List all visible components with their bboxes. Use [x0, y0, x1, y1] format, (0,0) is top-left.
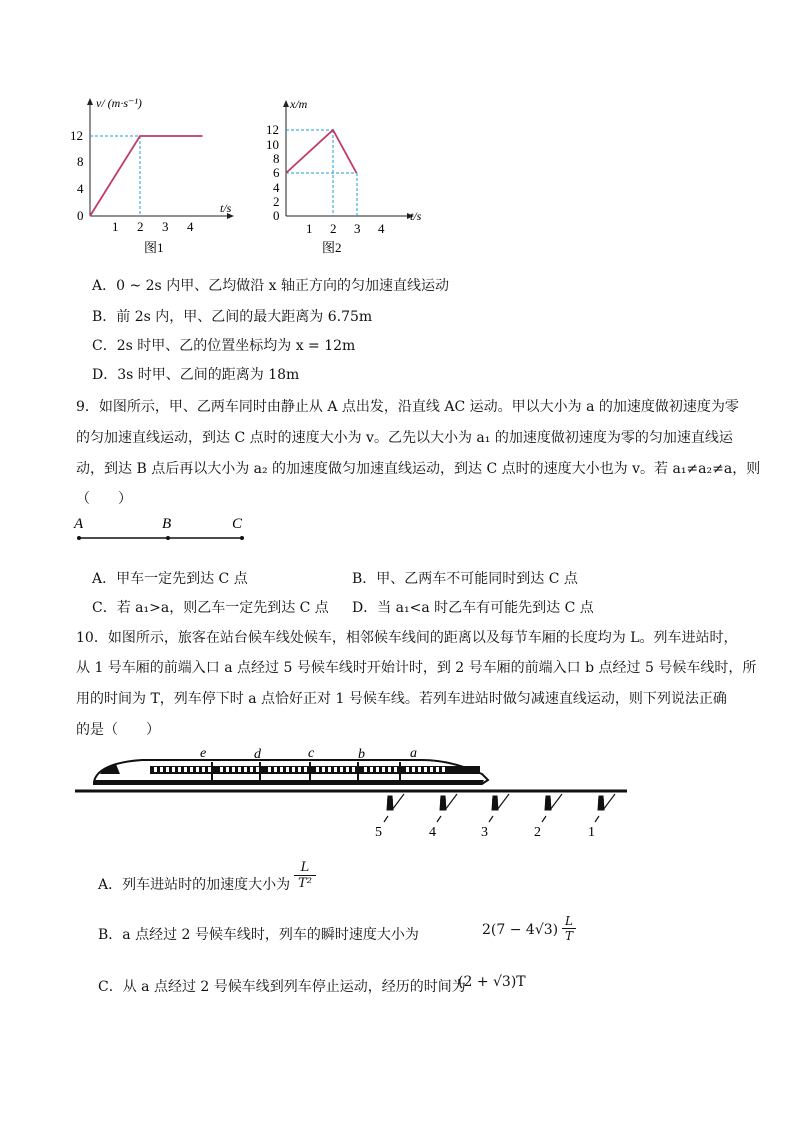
graph-1-xtick: 1	[112, 219, 119, 234]
q9-option-b: B．甲、乙两车不可能同时到达 C 点	[352, 571, 578, 587]
q9-stem-line-2: 的匀加速直线运动，到达 C 点时的速度大小为 v。乙先以大小为 a₁ 的加速度做初速度为零的匀加速直线运	[76, 430, 733, 446]
q9-stem-line-4: （ ）	[76, 491, 132, 507]
graph-2-y-label: x/m	[290, 97, 308, 111]
line-number-2: 2	[534, 825, 541, 840]
q10-stem-line-3: 用的时间为 T，列车停下时 a 点恰好正对 1 号候车线。若列车进站时做匀减速直线运动，则下列说法正确	[76, 691, 727, 707]
car-label-a: a	[410, 746, 417, 761]
q8-option-b: B．前 2s 内，甲、乙间的最大距离为 6.75m	[92, 309, 373, 325]
fraction-denominator: T	[564, 929, 573, 943]
graph-1-y-label: v/ (m·s⁻¹)	[96, 96, 142, 110]
car-label-c: c	[308, 746, 315, 761]
graph-1-ytick: 4	[77, 181, 84, 196]
graph-2-caption: 图2	[322, 240, 342, 255]
graph-2-ytick: 2	[273, 194, 280, 209]
graph-2-xtick: 1	[306, 221, 313, 236]
graph-2-xtick: 2	[330, 221, 337, 236]
q10-stem-line-2: 从 1 号车厢的前端入口 a 点经过 5 号候车线时开始计时，到 2 号车厢的前端入口 b 点经过 5 号候车线时，所	[76, 660, 757, 676]
graph-2-ytick: 6	[273, 165, 280, 180]
graph-1	[60, 90, 260, 260]
q9-option-a: A．甲车一定先到达 C 点	[92, 571, 248, 587]
q8-option-a: A．0 ~ 2s 内甲、乙均做沿 x 轴正方向的匀加速直线运动	[92, 278, 449, 294]
graph-1-caption: 图1	[144, 240, 164, 255]
line-number-3: 3	[481, 825, 488, 840]
q9-stem-line-3: 动，到达 B 点后再以大小为 a₂ 的加速度做匀加速直线运动，到达 C 点时的速度大小也为 v。若 a₁≠a₂≠a，则	[76, 461, 761, 477]
q9-point-a: A	[74, 516, 84, 532]
line-number-1: 1	[588, 825, 595, 840]
q10-option-b-expression: 2(7 − 4√3)	[482, 922, 559, 938]
graph-1-ytick: 0	[77, 208, 84, 223]
graph-1-xtick: 4	[187, 219, 194, 234]
graph-2-x-label: t/s	[410, 209, 422, 223]
q10-option-b-fraction	[562, 914, 576, 943]
train-icon	[94, 760, 488, 784]
graph-1-xtick: 2	[137, 219, 144, 234]
q8-option-c: C．2s 时甲、乙的位置坐标均为 x = 12m	[92, 338, 356, 354]
q10-option-b-text: B．a 点经过 2 号候车线时，列车的瞬时速度大小为	[98, 927, 419, 943]
line-number-5: 5	[375, 825, 382, 840]
graph-2-ytick: 0	[273, 208, 280, 223]
graph-1-velocity-line	[90, 136, 203, 216]
line-number-4: 4	[429, 825, 436, 840]
q9-diagram	[70, 512, 260, 548]
q10-option-c-text: C．从 a 点经过 2 号候车线到列车停止运动，经历的时间为	[98, 979, 466, 995]
graph-2-ytick: 10	[266, 137, 279, 152]
fraction-numerator: L	[294, 860, 316, 876]
graph-2	[260, 96, 440, 261]
q10-train-diagram	[72, 744, 632, 844]
q9-point-b: B	[162, 516, 172, 532]
fraction-numerator: L	[562, 914, 576, 929]
car-label-d: d	[254, 747, 261, 762]
graph-2-ytick: 8	[273, 151, 280, 166]
graph-1-ytick: 12	[70, 128, 83, 143]
q8-option-d: D．3s 时甲、乙间的距离为 18m	[92, 367, 300, 383]
graph-1-x-label: t/s	[220, 201, 232, 215]
graph-1-xtick: 3	[162, 219, 169, 234]
q9-option-c: C．若 a₁>a，则乙车一定先到达 C 点	[92, 600, 329, 616]
fraction-denominator: T²	[298, 876, 312, 891]
graph-2-xtick: 3	[354, 221, 361, 236]
graph-2-xtick: 4	[378, 221, 385, 236]
car-label-b: b	[358, 747, 365, 762]
graph-2-ytick: 12	[266, 122, 279, 137]
q10-option-c-expression: (2 + √3)T	[458, 974, 526, 990]
q10-option-a-fraction	[294, 860, 316, 891]
q9-point-c: C	[232, 516, 243, 532]
q10-option-a-text: A．列车进站时的加速度大小为	[98, 877, 291, 893]
graph-1-ytick: 8	[77, 154, 84, 169]
graph-2-position-line	[286, 130, 357, 173]
q9-stem-line-1: 9．如图所示，甲、乙两车同时由静止从 A 点出发，沿直线 AC 运动。甲以大小为 a 的加速度做初速度为零	[76, 399, 739, 415]
person-icon	[387, 794, 615, 810]
q9-option-d: D．当 a₁<a 时乙车有可能先到达 C 点	[352, 600, 594, 616]
car-label-e: e	[200, 746, 207, 761]
graph-2-ytick: 4	[273, 180, 280, 195]
q10-stem-line-1: 10．如图所示，旅客在站台候车线处候车，相邻候车线间的距离以及每节车厢的长度均为 L。列车进站时，	[76, 630, 738, 646]
q10-stem-line-4: 的是（ ）	[76, 722, 160, 738]
